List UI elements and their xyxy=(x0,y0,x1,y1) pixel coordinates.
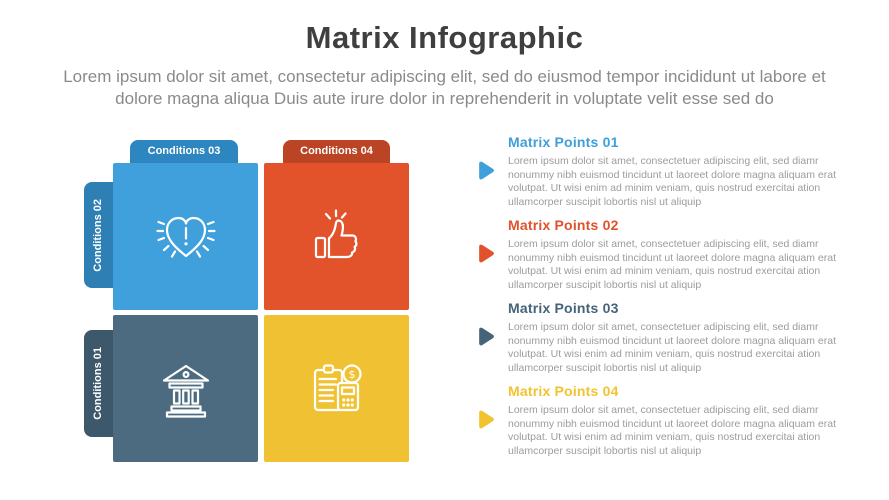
matrix-cell-bottom-right xyxy=(264,315,409,462)
matrix-point-section-04 xyxy=(478,383,838,458)
thumbs-up-icon xyxy=(305,205,369,269)
matrix-point-section-03 xyxy=(478,300,838,375)
point-title: Matrix Points 02 xyxy=(508,217,619,233)
play-arrow-icon xyxy=(478,159,495,182)
matrix-cell-top-left xyxy=(113,163,258,310)
point-body: Lorem ipsum dolor sit amet, consectetuer adipiscing elit, sed diamr nonummy nibh euismod tincidunt ut laoreet dolore magna aliquam erat volutpat. Ut wisi enim ad minim veniam, quis nostrud exercitai ation ullamcorper suscipit lobortis nisl ut aliquip xyxy=(508,321,837,374)
play-arrow-icon xyxy=(478,325,495,348)
page-subtitle: Lorem ipsum dolor sit amet, consectetur adipiscing elit, sed do eiusmod tempor incididunt ut labore et dolore magna aliqua Duis aute irure dolor in reprehenderit in voluptate velit esse sed do xyxy=(63,67,826,109)
point-title: Matrix Points 01 xyxy=(508,134,619,150)
point-body: Lorem ipsum dolor sit amet, consectetuer adipiscing elit, sed diamr nonummy nibh euismod tincidunt ut laoreet dolore magna aliquam erat volutpat. Ut wisi enim ad minim veniam, quis nostrud exercitai ation ullamcorper suscipit lobortis nisl ut aliquip xyxy=(508,404,837,457)
bank-icon xyxy=(154,357,218,421)
matrix-point-section-02 xyxy=(478,217,838,292)
page-title: Matrix Infographic xyxy=(305,20,584,55)
point-title: Matrix Points 04 xyxy=(508,383,619,399)
point-body: Lorem ipsum dolor sit amet, consectetuer adipiscing elit, sed diamr nonummy nibh euismod tincidunt ut laoreet dolore magna aliquam erat volutpat. Ut wisi enim ad minim veniam, quis nostrud exercitai ation ullamcorper suscipit lobortis nisl ut aliquip xyxy=(508,238,837,291)
matrix-cell-bottom-left xyxy=(113,315,258,462)
matrix-cell-top-right xyxy=(264,163,409,310)
heart-alert-icon xyxy=(154,205,218,269)
svg-text:$: $ xyxy=(348,367,355,381)
point-body: Lorem ipsum dolor sit amet, consectetuer adipiscing elit, sed diamr nonummy nibh euismod tincidunt ut laoreet dolore magna aliquam erat volutpat. Ut wisi enim ad minim veniam, quis nostrud exercitai ation ullamcorper suscipit lobortis nisl ut aliquip xyxy=(508,155,837,208)
budget-calculator-icon xyxy=(305,357,369,421)
play-arrow-icon xyxy=(478,242,495,265)
point-title: Matrix Points 03 xyxy=(508,300,619,316)
row-tab-label: Conditions 01 xyxy=(92,347,104,420)
column-tab-label: Conditions 04 xyxy=(300,145,373,157)
column-tab-label: Conditions 03 xyxy=(147,145,221,157)
matrix-point-section-01 xyxy=(478,134,838,209)
row-tab-label: Conditions 02 xyxy=(92,198,104,272)
play-arrow-icon xyxy=(478,408,495,431)
